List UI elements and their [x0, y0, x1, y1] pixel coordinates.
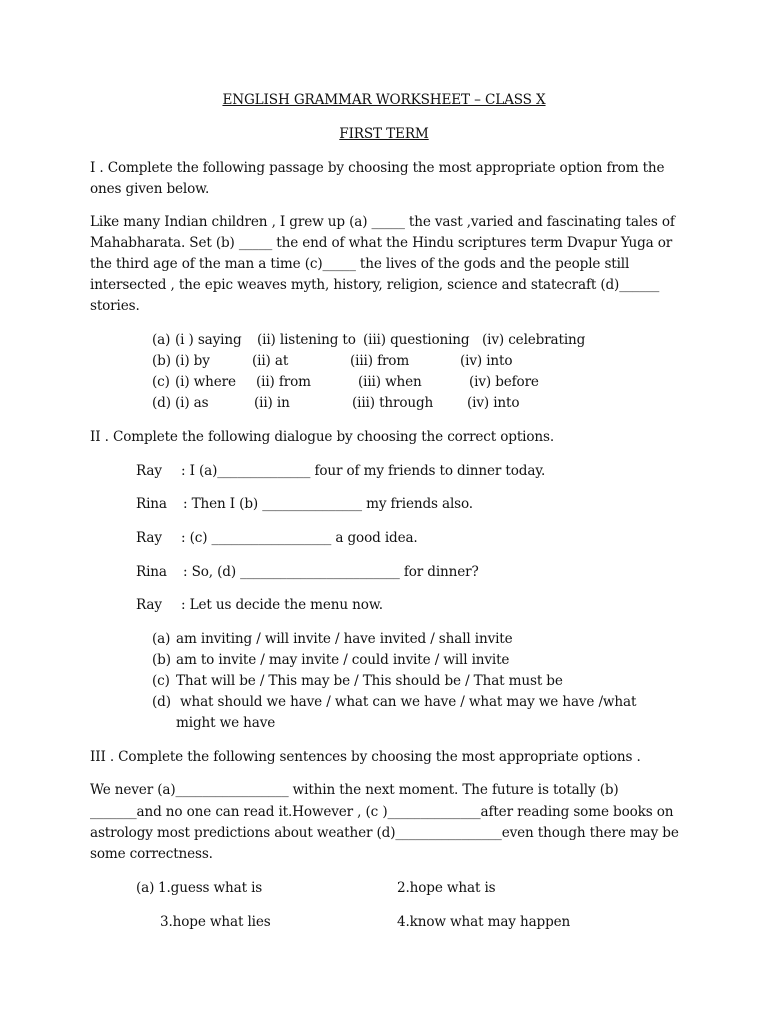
- option-choice: (ii) from: [256, 374, 311, 390]
- option-choice: (i) by: [175, 353, 210, 369]
- option-choice: 4.know what may happen: [397, 914, 571, 930]
- section-1-passage-line: the third age of the man a time (c)_____ the lives of the gods and the people still: [90, 256, 630, 272]
- dialogue-text: : Then I (b) _______________ my friends also.: [183, 496, 473, 512]
- dialogue-text: : Let us decide the menu now.: [181, 597, 383, 613]
- section-1-instruction-line-1: I . Complete the following passage by choosing the most appropriate option from the: [90, 160, 665, 176]
- option-text: am inviting / will invite / have invited / shall invite: [176, 631, 513, 647]
- option-choice: (iii) from: [350, 353, 410, 369]
- option-label: (d): [152, 395, 171, 411]
- term-heading: FIRST TERM: [339, 126, 429, 142]
- option-choice: (iv) before: [469, 374, 539, 390]
- worksheet-title: ENGLISH GRAMMAR WORKSHEET – CLASS X: [222, 92, 546, 108]
- speaker-name: Rina: [136, 496, 167, 512]
- option-choice: (i) as: [175, 395, 209, 411]
- dialogue-text: : I (a)______________ four of my friends to dinner today.: [181, 463, 546, 479]
- section-1-passage-line: stories.: [90, 298, 140, 314]
- section-3-passage-line: astrology most predictions about weather (d)________________even though there may be: [90, 825, 679, 841]
- option-label: (c): [152, 673, 170, 689]
- option-choice: (iv) into: [467, 395, 520, 411]
- option-choice: 2.hope what is: [397, 880, 496, 896]
- option-label: (c): [152, 374, 170, 390]
- section-3-passage-line: some correctness.: [90, 846, 213, 862]
- option-label: (a): [152, 631, 171, 647]
- option-label: (d): [152, 694, 171, 710]
- option-choice: (ii) listening to: [257, 332, 356, 348]
- option-label: (b): [152, 652, 171, 668]
- option-choice: (iv) into: [460, 353, 513, 369]
- section-1-passage-line: Like many Indian children , I grew up (a) _____ the vast ,varied and fascinating tales of: [90, 214, 675, 230]
- option-choice: (ii) at: [252, 353, 289, 369]
- dialogue-text: : (c) __________________ a good idea.: [181, 530, 418, 546]
- option-choice: (ii) in: [254, 395, 290, 411]
- section-1-instruction-line-2: ones given below.: [90, 181, 210, 197]
- option-label: (b): [152, 353, 171, 369]
- speaker-name: Rina: [136, 564, 167, 580]
- section-3-passage-line: _______and no one can read it.However , (c )______________after reading some books on: [90, 804, 674, 820]
- option-choice: (iii) when: [358, 374, 422, 390]
- option-choice: (i) where: [175, 374, 236, 390]
- option-choice: (iv) celebrating: [482, 332, 586, 348]
- speaker-name: Ray: [136, 463, 162, 479]
- option-choice: (iii) questioning: [363, 332, 470, 348]
- section-3-passage-line: We never (a)_________________ within the next moment. The future is totally (b): [90, 782, 619, 798]
- speaker-name: Ray: [136, 530, 162, 546]
- option-text: am to invite / may invite / could invite / will invite: [176, 652, 510, 668]
- option-label: (a): [152, 332, 171, 348]
- option-choice: (iii) through: [352, 395, 434, 411]
- option-text: what should we have / what can we have / what may we have /what: [180, 694, 637, 710]
- section-1-passage-line: Mahabharata. Set (b) _____ the end of what the Hindu scriptures term Dvapur Yuga or: [90, 235, 673, 251]
- option-choice: (i ) saying: [175, 332, 242, 348]
- option-label: (a): [136, 880, 155, 896]
- section-1-passage-line: intersected , the epic weaves myth, history, religion, science and statecraft (d)______: [90, 277, 660, 293]
- option-text-continuation: might we have: [176, 715, 276, 731]
- speaker-name: Ray: [136, 597, 162, 613]
- option-choice: 3.hope what lies: [160, 914, 271, 930]
- option-choice: 1.guess what is: [158, 880, 263, 896]
- dialogue-text: : So, (d) ________________________ for dinner?: [183, 564, 479, 580]
- section-2-instruction: II . Complete the following dialogue by choosing the correct options.: [90, 429, 554, 445]
- section-3-instruction: III . Complete the following sentences by choosing the most appropriate options .: [90, 749, 641, 765]
- option-text: That will be / This may be / This should be / That must be: [176, 673, 563, 689]
